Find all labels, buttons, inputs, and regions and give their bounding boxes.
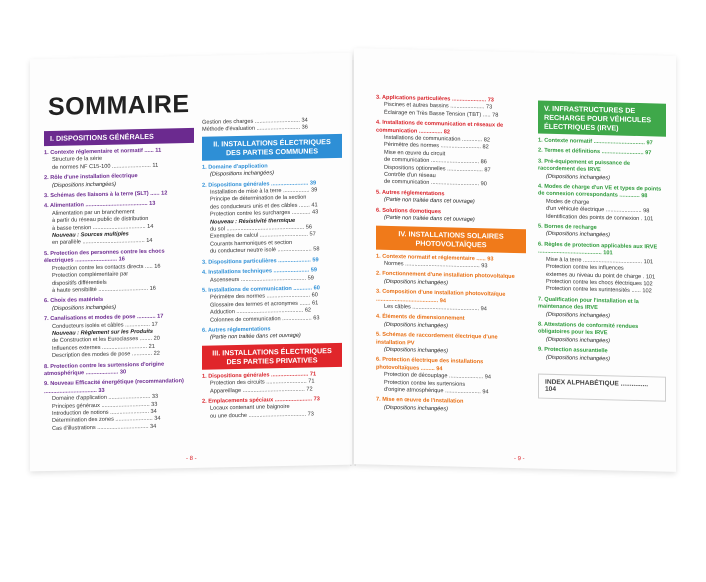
section-v-entries [538,138,666,365]
toc-subentry: Exemples de calcul ............................... 57 [210,231,316,241]
toc-entry[interactable] [376,253,526,271]
toc-subentry: Protection contre les contacts directs ..... 16 [52,263,161,272]
toc-heading: 5. Autres réglementations [376,189,445,198]
toc-entry[interactable] [376,207,526,225]
toc-entry[interactable] [202,267,342,285]
toc-heading: 8. Protection contre les surtensions d'origine atmosphérique ..................... 30 [44,361,165,378]
toc-heading: 9. Nouveau Efficacité énergétique (recommandation) .................................. 33 [44,378,184,395]
toc-heading: 1. Contexte normatif et réglementaire ...... 93 [376,253,494,262]
toc-entry[interactable] [376,314,526,332]
toc-subentry: Installation de mise à la terre ................. 39 [210,187,318,196]
toc-heading: 7. Mise en œuvre de l'installation [376,397,464,406]
toc-note: (Dispositions inchangées) [384,278,449,287]
toc-entry[interactable] [202,325,342,343]
toc-entry[interactable] [538,148,666,159]
toc-heading: 7. Qualification pour l'installation et la maintenance des IRVE [538,296,639,312]
toc-entry[interactable] [44,248,194,296]
toc-subentry: de Construction et les Euroclasses ........ 20 [52,335,160,345]
toc-entry[interactable] [376,189,526,207]
toc-heading: 4. Modes de charge d'un VE et types de points de connexion correspondants ............. 98 [538,183,662,200]
toc-entry[interactable] [44,190,194,201]
toc-heading: 3. Schémas des liaisons à la terre (SLT) ...... 12 [44,190,168,200]
toc-entry[interactable] [538,296,666,321]
toc-subentry: Normes ................................................ 93 [384,260,488,270]
toc-note: (Dispositions inchangées) [384,404,449,413]
toc-note: (Dispositions inchangées) [546,173,611,181]
toc-heading: 1. Domaine d'application [202,163,268,171]
section-i-entries [44,147,194,433]
toc-entry[interactable] [376,397,526,415]
toc-entry[interactable] [44,172,194,190]
toc-subentry: Protection contre les surtensions [384,379,466,388]
toc-entry[interactable] [538,224,666,242]
toc-heading: 2. Emplacements spéciaux ........................ 73 [202,396,320,405]
toc-heading: 4. Alimentation ........................................ 13 [44,201,156,210]
toc-heading: 1. Contexte normatif ................................. 97 [538,137,653,147]
toc-subentry: Piscines et autres bassins ...................... 73 [384,102,493,111]
toc-subentry: Courants harmoniques et section [210,239,293,248]
toc-subentry: Colonnes de communication ................... 63 [210,314,320,324]
toc-subentry: Méthode d'évaluation ............................ 36 [202,124,308,134]
toc-note: (Partie non traitée dans cet ouvrage) [384,214,475,224]
toc-entry[interactable] [202,371,342,396]
toc-heading: 5. Bornes de recharge [538,223,597,232]
toc-heading: 3. Composition d'une installation photovoltaïque ........................................ 94 [376,288,506,304]
toc-heading: 3. Dispositions particulières ..................... 59 [202,257,319,266]
toc-subentry: en parallèle ........................................ 14 [52,238,153,247]
toc-heading: 8. Attestations de conformité rendues obligatoires pour les IRVE [538,321,639,337]
toc-entry[interactable] [202,285,342,325]
toc-note: (Partie non traitée dans cet ouvrage) [210,333,301,341]
toc-entry[interactable] [538,184,666,224]
toc-entry[interactable] [376,357,526,398]
toc-note: (Dispositions inchangées) [546,336,611,345]
toc-entry[interactable] [376,271,526,289]
section-iv-entries [376,253,526,415]
left-column-2 [202,117,342,424]
right-column-2 [538,99,666,402]
toc-entry[interactable] [376,332,526,358]
toc-subentry: d'un véhicule électrique ....................... 98 [546,206,650,215]
toc-subentry: Dispositions optionnelles ....................... 87 [384,164,491,174]
toc-subentry: à basse tension .................................. 14 [52,223,154,232]
toc-heading: 3. Applications particulières ...................... 73 [376,94,494,104]
toc-subentry: Installations de communication ............. 82 [384,134,491,144]
toc-subentry: Détermination des zones ........................ 34 [52,416,161,425]
page-number-left: - 8 - [186,455,197,463]
toc-subentry: Adduction ........................................... 62 [210,307,312,316]
toc-subentry: Éclairage en Très Basse Tension (TBT) ..... 78 [384,109,499,119]
toc-subentry: Contrôle d'un réseau [384,171,436,180]
toc-subentry: Influences externes ............................. 21 [52,343,155,352]
toc-heading: 2. Dispositions générales ........................ 39 [202,180,317,189]
toc-entry[interactable] [538,321,666,346]
toc-heading: 5. Installations de communication ............ 60 [202,285,320,294]
toc-subentry: Identification des points de connexion . 101 [546,213,654,223]
toc-entry[interactable] [202,257,342,267]
toc-heading: 4. Installations techniques ....................... 59 [202,267,318,276]
toc-subentry: externes au niveau du point de charge . 101 [546,271,656,280]
toc-heading: 5. Protection des personnes contre les chocs électriques ........................... 16 [44,248,165,265]
toc-note: (Dispositions inchangées) [52,181,117,189]
toc-subentry: Ascenseurs .......................................... 59 [210,274,314,284]
toc-entry[interactable] [44,378,194,433]
toc-subentry: ou une douche ..................................... 73 [210,411,314,420]
toc-subentry: Protection contre les influences [546,263,624,272]
toc-entry[interactable] [44,360,194,378]
toc-subentry: Protection contre les surcharges ............ 43 [210,209,319,218]
toc-entry[interactable] [44,200,194,248]
toc-subentry: Mise en œuvre du circuit [384,149,446,158]
toc-subentry: à haute sensibilité ................................ 16 [52,285,156,294]
toc-note: (Dispositions inchangées) [546,231,611,239]
toc-note: (Dispositions inchangées) [384,321,449,330]
section-i-continued [202,117,342,135]
toc-entry[interactable] [376,95,526,121]
toc-subentry: de normes NF C15-100 ......................... 11 [52,162,159,171]
toc-entry[interactable] [538,347,666,365]
toc-heading: 2. Rôle d'une installation électrique [44,173,138,182]
section-iii-entries [202,371,342,421]
toc-subentry: Principe de détermination de la section [210,195,307,204]
toc-subentry: Protection de découplage ...................... 94 [384,371,491,381]
section-band-ii: II. INSTALLATIONS ÉLECTRIQUES DES PARTIES COMMUNES [202,134,342,161]
index-alphabetique[interactable]: INDEX ALPHABÉTIQUE ............... 104 [538,374,666,402]
toc-subentry: Domaine d'application ........................... 33 [52,393,159,403]
toc-subentry: Description des modes de pose ............. 22 [52,350,160,360]
toc-new-badge: Nouveau : Sources multiples [52,231,129,239]
toc-subentry: Appareillage ........................................ 72 [210,386,313,395]
toc-entry[interactable] [44,295,194,313]
toc-heading: 1. Contexte réglementaire et normatif ...... 11 [44,147,162,157]
toc-subentry: Protection complémentaire par [52,271,129,280]
toc-note: (Dispositions inchangées) [210,170,275,178]
toc-note: (Dispositions inchangées) [384,346,449,355]
toc-subentry: Protection des circuits .......................... 71 [210,378,315,387]
toc-subentry: de communication ............................... 86 [384,157,487,166]
toc-subentry: Principes généraux ............................... 33 [52,401,158,410]
toc-subentry: du conducteur neutre isolé ...................... 58 [210,246,320,255]
section-band-iv: IV. INSTALLATIONS SOLAIRES PHOTOVOLTAÏQUES [376,225,526,253]
toc-entry[interactable] [538,241,666,296]
toc-subentry: Protection contre les chocs électriques 102 [546,278,653,288]
toc-subentry: Gestion des charges ............................. 34 [202,117,308,126]
left-page [30,53,352,472]
toc-heading: 1. Dispositions générales ........................ 71 [202,371,317,380]
toc-subentry: Modes de charge [546,198,590,206]
toc-subentry: Glossaire des termes et acronymes ....... 61 [210,300,319,309]
toc-heading: 3. Pré-équipement et puissance de raccordement des IRVE [538,158,631,174]
page-number-right: - 9 - [514,455,525,463]
toc-note: (Partie non traitée dans cet ouvrage) [384,197,475,206]
toc-entry[interactable] [44,147,194,172]
toc-note: (Dispositions inchangées) [546,354,611,362]
toc-heading: 6. Règles de protection applicables aux IRVE ......................................... 101 [538,241,658,257]
toc-heading: 6. Solutions domotiques [376,207,441,215]
toc-entry[interactable] [538,158,666,183]
toc-entry[interactable] [202,162,342,180]
toc-entry[interactable] [44,313,194,361]
toc-heading: 2. Termes et définitions ........................... 97 [538,147,652,157]
toc-entry[interactable] [376,120,526,190]
toc-subentry: des conducteurs unis et des câbles ....... 41 [210,202,318,211]
toc-subentry: Locaux contenant une baignoire [210,404,290,412]
toc-subentry: Introduction de notions ......................... 34 [52,408,157,417]
left-column-1 [44,126,194,436]
toc-subentry: Périmètre des normes ............................ 60 [210,292,318,301]
section-iii-continued [376,95,526,226]
toc-heading: 2. Fonctionnement d'une installation photovoltaïque [376,270,515,281]
toc-subentry: de communication ............................... 90 [384,179,487,188]
right-column-1 [376,95,526,419]
toc-heading: 6. Protection électrique des installations photovoltaïques ......... 94 [376,356,484,373]
toc-entry[interactable] [538,138,666,149]
toc-subentry: à partir du réseau public de distribution [52,216,149,225]
toc-new-badge: Nouveau : Résistivité thermique [210,217,296,226]
section-band-iii: III. INSTALLATIONS ÉLECTRIQUES DES PARTIES PRIVATIVES [202,343,342,370]
toc-heading: 7. Canalisations et modes de pose ............ 17 [44,313,164,323]
toc-heading: 6. Autres réglementations [202,326,271,334]
toc-subentry: Les câbles ........................................... 94 [384,303,487,313]
toc-subentry: Périmètre des normes .......................... 82 [384,142,489,151]
toc-subentry: du sol .................................................. 56 [210,224,312,233]
toc-note: (Dispositions inchangées) [52,304,117,312]
page-title: SOMMAIRE [48,90,190,121]
toc-subentry: Structure de la série [52,156,103,164]
toc-subentry: dispositifs différentiels [52,279,107,287]
toc-subentry: Conducteurs isolés et câbles ................ 17 [52,321,158,330]
toc-subentry: Cas d'illustrations ................................. 34 [52,423,157,432]
toc-new-badge: Nouveau : Règlement sur les Produits [52,328,154,337]
right-page [354,48,676,472]
toc-entry[interactable] [202,179,342,256]
toc-heading: 4. Installations de communication et réseaux de communication ............... 82 [376,119,504,136]
toc-subentry: d'origine atmosphérique ....................... 94 [384,386,489,396]
section-band-i: I. DISPOSITIONS GÉNÉRALES [44,128,194,146]
toc-subentry: Mise à la terre ...................................... 101 [546,256,653,266]
toc-heading: 9. Protection assurantielle [538,346,608,355]
toc-entry[interactable] [202,396,342,421]
toc-subentry: Alimentation par un branchement [52,209,135,217]
toc-entry[interactable] [376,289,526,315]
toc-heading: 4. Éléments de dimensionnement [376,313,465,323]
section-band-v: V. INFRASTRUCTURES DE RECHARGE POUR VÉHICULES ÉLECTRIQUES (IRVE) [538,101,666,137]
toc-heading: 5. Schémas de raccordement électrique d'une installation PV [376,331,498,347]
section-ii-entries [202,162,342,343]
toc-note: (Dispositions inchangées) [546,311,611,319]
toc-heading: 6. Choix des matériels [44,297,104,305]
toc-subentry: Protection contre les surintensités ...... 102 [546,286,652,295]
